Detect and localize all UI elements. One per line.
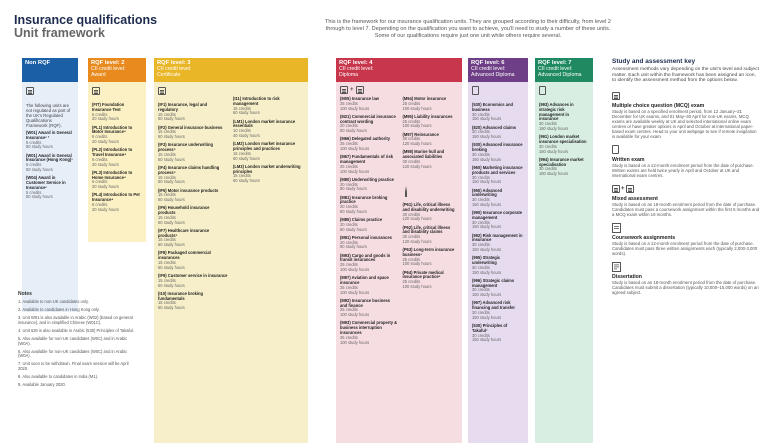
unit-hours: 120 study hours — [402, 163, 432, 169]
unit-list — [233, 97, 303, 184]
unit-card — [472, 126, 524, 140]
unit-card — [472, 256, 524, 275]
unit-list — [340, 97, 397, 345]
unit-credits: 30 credits — [472, 129, 490, 135]
unit-name: (P62) Life, critical illness and disability claims — [402, 224, 451, 235]
note-item: 5. Also available for non-UK candidates (W0C) and in Arabic (W0A). — [18, 335, 128, 346]
key-item-name: Dissertation — [612, 273, 642, 280]
unit-card — [340, 115, 397, 134]
unit-card — [158, 251, 228, 270]
unit-credits: 20 credits — [340, 204, 358, 210]
unit-hours: 100 study hours — [340, 312, 370, 318]
unit-credits: 30 credits — [472, 111, 490, 117]
unit-credits: 30 credits — [539, 121, 557, 127]
unit-card — [402, 271, 458, 290]
unit-hours: 20 study hours — [92, 184, 119, 190]
unit-name: (W01) Award in General Insurance¹ ² — [26, 130, 72, 140]
unit-hours: 60 study hours — [158, 197, 185, 203]
unit-card — [158, 229, 228, 248]
unit-name: (M67) Fundamentals of risk management — [340, 154, 394, 164]
unit-card — [539, 103, 589, 132]
unit-hours: 150 study hours — [472, 134, 502, 140]
column-level-4 — [336, 58, 462, 443]
unit-hours: 150 study hours — [472, 156, 502, 162]
note-item: 3. Unit W01 is also available in Arabic (W02) (based on general insurance), and in simplified Chinese (W01C). — [18, 314, 133, 325]
unit-name: (530) Principles of Takaful⁷ — [472, 322, 508, 333]
unit-card — [340, 254, 397, 273]
key-item-name: Written exam — [612, 156, 645, 163]
unit-hours: 100 study hours — [402, 284, 432, 290]
key-item — [612, 222, 760, 256]
unit-credits: 20 credits — [340, 181, 358, 187]
unit-name: (IF4) Insurance claims handling process⁵ — [158, 164, 220, 175]
unit-hours: 40 study hours — [233, 132, 260, 138]
unit-name: (530) Economics and business — [472, 102, 513, 112]
unit-hours: 80 study hours — [340, 208, 367, 214]
key-item-description: Study is based on a specified enrolment period, from 12 January–31 December for UK exams, and 01 May–30 April for non-UK exams. MCQ exams are available weekly at UK and selected international online exam centres or have greater options in April and October at international paper-based exam centres. Head to your unit webpage to see if remote invigilation is available for your exam. — [612, 108, 757, 139]
column-header-level-2: RQF level: 2 CII credit level: Award — [88, 58, 146, 82]
non-rqf-description: The following units are not regulated as part of the UK's Regulated Qualifications Framework (RQF). — [26, 103, 71, 128]
unit-name: (997) Advanced risk financing and transfer — [472, 300, 515, 311]
unit-card — [340, 321, 397, 345]
unit-credits: 6 credits — [92, 179, 108, 185]
coursework-icon — [402, 186, 410, 197]
unit-credits: 30 credits — [539, 143, 557, 149]
key-item-name: Coursework assignments — [612, 234, 676, 241]
unit-hours: 20 study hours — [92, 206, 119, 212]
unit-hours: 60 study hours — [158, 134, 185, 140]
written-exam-icon — [472, 86, 479, 95]
unit-credits: 15 credits — [158, 111, 176, 117]
column-level-3 — [154, 58, 308, 443]
note-item: 9. Available January 2020. — [18, 382, 66, 388]
unit-hours: 60 study hours — [158, 305, 185, 311]
unit-card — [340, 97, 397, 111]
unit-credits: 30 credits — [402, 136, 421, 142]
unit-name: (M05) Insurance law — [340, 96, 379, 101]
unit-name: (IF3) Insurance underwriting process⁵ — [158, 142, 214, 153]
unit-name: (IF6) Household insurance products — [158, 205, 210, 216]
unit-name: (995) Strategic underwriting — [472, 255, 501, 266]
unit-credits: 6 credits — [92, 156, 108, 162]
key-item — [612, 144, 760, 178]
unit-credits: 25 credits — [340, 163, 358, 169]
unit-credits: 25 credits — [340, 334, 358, 340]
unit-name: (960) Marketing insurance products and services — [472, 164, 523, 175]
mixed-assessment-icon: + — [612, 183, 760, 195]
unit-card — [472, 324, 524, 343]
unit-name: (992) Risk management in insurance — [472, 232, 523, 243]
unit-credits: 30 credits — [402, 234, 421, 240]
unit-card — [340, 155, 397, 174]
unit-card — [233, 97, 303, 116]
written-exam-icon — [539, 86, 546, 95]
title-line1: Insurance qualifications — [14, 13, 158, 27]
unit-name: (LM3) London market underwriting principles — [233, 163, 301, 174]
unit-card — [402, 133, 458, 147]
unit-credits: 30 credits — [472, 242, 490, 248]
unit-credits: 30 credits — [539, 166, 557, 172]
unit-credits: 15 credits — [158, 260, 176, 266]
unit-card — [472, 103, 524, 122]
unit-name: (991) London market insurance specialisation — [539, 134, 587, 144]
unit-credits: 15 credits — [158, 237, 176, 243]
unit-name: (M97) Reinsurance — [402, 131, 439, 137]
unit-name: (990) Insurance corporate management — [472, 210, 523, 220]
unit-credits: 25 credits — [402, 100, 421, 106]
unit-name: (I11) Introduction to risk management — [233, 96, 280, 106]
unit-credits: 30 credits — [472, 219, 490, 225]
unit-hours: 50 study hours — [26, 194, 53, 200]
unit-name: (M98) Marine hull and associated liabilities — [402, 149, 445, 160]
unit-hours: 100 study hours — [340, 289, 370, 295]
unit-name: (M93) Cargo and goods in transit insurances — [340, 252, 391, 263]
unit-credits: 25 credits — [340, 262, 358, 268]
note-item: 8. Also available to candidates in India (M1). — [18, 374, 99, 380]
unit-credits: 30 credits — [472, 332, 490, 338]
unit-hours: 150 study hours — [472, 292, 502, 298]
unit-card — [92, 126, 142, 145]
unit-hours: 20 study hours — [92, 116, 119, 122]
unit-name: (820) Advanced claims — [472, 124, 516, 130]
unit-name: (P64) Private medical insurance practice⁶ — [402, 269, 444, 280]
unit-hours: 50 study hours — [26, 144, 53, 150]
unit-hours: 180 study hours — [539, 171, 569, 177]
mcq-icon — [158, 87, 166, 95]
notes — [18, 291, 138, 391]
unit-name: (P61) Life, critical illness and disability underwriting — [402, 201, 455, 212]
key-item-description: Study is based on a 12-month enrolment period from the date of purchase. Candidates must pass three written assignments each (typically 2,000-3,000 words). — [612, 240, 758, 256]
unit-credits: 25 credits — [402, 256, 421, 262]
unit-credits: 15 credits — [158, 300, 176, 306]
unit-list — [92, 103, 142, 213]
unit-card — [402, 97, 458, 111]
unit-card — [92, 148, 142, 167]
unit-hours: 80 study hours — [340, 226, 367, 232]
unit-card — [340, 137, 397, 151]
unit-credits: 25 credits — [402, 279, 421, 285]
unit-name: (FIT) Foundation Insurance Test — [92, 102, 125, 112]
key-item-description: Study is based on a 12-month enrolment period from the date of purchase. Written exams are held twice yearly in April and October at UK and international exam centres. — [612, 162, 754, 178]
unit-credits: 20 credits — [340, 123, 358, 129]
unit-name: (996) Strategic claims management — [472, 277, 515, 288]
column-non-rqf — [22, 58, 78, 312]
unit-credits: 25 credits — [340, 307, 358, 313]
unit-card — [402, 115, 458, 129]
mcq-icon — [92, 87, 100, 95]
column-header-level-7: RQF level: 7 CII credit level: Advanced Diploma — [535, 58, 593, 82]
unit-hours: 60 study hours — [158, 242, 185, 248]
unit-credits: 30 credits — [402, 211, 421, 217]
key-item — [612, 261, 760, 295]
unit-name: (M85) Claims practice — [340, 217, 383, 223]
unit-hours: 180 study hours — [539, 148, 569, 154]
unit-hours: 100 study hours — [340, 339, 370, 345]
unit-hours: 100 study hours — [340, 145, 370, 151]
unit-card — [402, 226, 458, 245]
column-header-non-rqf: Non RQF — [22, 58, 78, 82]
intro-text: This is the framework for our insurance qualification units. They are grouped according to their difficulty, from level 2 through to level 7. Depending on the qualification you want to achieve, you'll need to study a number of these units. Some of our qualifications require just one unit while others require several. — [324, 19, 612, 39]
unit-name: (I10) Insurance broking fundamentals — [158, 290, 204, 301]
unit-hours: 150 study hours — [472, 116, 502, 122]
unit-name: (PL2) Introduction to Travel Insurance⁴ — [92, 147, 133, 157]
unit-credits: 15 credits — [158, 129, 176, 135]
note-item: 4. Unit 530 is also available in Arabic (530) Principles of Takaful. — [18, 327, 134, 333]
unit-card — [472, 166, 524, 185]
unit-hours: 180 study hours — [539, 125, 569, 131]
unit-card — [340, 236, 397, 250]
unit-hours: 100 study hours — [402, 261, 432, 267]
unit-name: (M81) Insurance broking practice — [340, 194, 388, 205]
unit-credits: 30 credits — [472, 310, 490, 315]
unit-hours: 150 study hours — [472, 247, 502, 253]
unit-card — [233, 120, 303, 139]
unit-card — [539, 158, 589, 177]
unit-name: (IF5) Motor insurance products — [158, 187, 219, 193]
unit-name: (PL3) Introduction to Home Insurance⁴ — [92, 169, 133, 180]
unit-hours: 150 study hours — [472, 269, 502, 275]
unit-card — [340, 196, 397, 215]
unit-hours: 60 study hours — [233, 110, 260, 116]
unit-card — [158, 189, 228, 203]
unit-hours: 20 study hours — [92, 138, 119, 144]
unit-list — [26, 131, 74, 200]
unit-card — [26, 131, 74, 150]
note-item: 2. Available to candidates in Hong Kong only. — [18, 306, 100, 312]
unit-hours: 150 study hours — [472, 224, 502, 230]
unit-card — [472, 143, 524, 162]
unit-list — [539, 103, 589, 177]
unit-card — [340, 178, 397, 192]
unit-credits: 15 credits — [158, 174, 176, 180]
column-header-level-6: RQF level: 6 CII credit level: Advanced Diploma — [468, 58, 528, 82]
unit-card — [26, 176, 74, 200]
key-intro: Assessment methods vary depending on the unit's level and subject matter. Each unit within the framework has been assigned an icon, to identify the assessment method from the options below. — [612, 67, 759, 84]
column-level-6 — [468, 58, 528, 443]
unit-credits: 30 credits — [472, 287, 490, 293]
column-header-level-4: RQF level: 4 CII credit level: Diploma — [336, 58, 462, 82]
unit-name: (994) Insurance market specialisation — [539, 156, 584, 167]
key-item-description: Study is based on an 18-month enrolment period from the date of purchase. Candidates must submit a dissertation (typically 10,000–15,000 words) on an agreed subject. — [612, 279, 759, 295]
unit-name: (IF2) General insurance business — [158, 124, 223, 130]
unit-hours: 60 study hours — [233, 155, 260, 161]
mcq-icon — [612, 90, 760, 102]
unit-credits: 5 credits — [26, 139, 42, 145]
unit-hours: 100 study hours — [340, 267, 370, 273]
note-item: 6. Also available for non-UK candidates (W0C) and in Arabic (W0A). — [18, 348, 128, 359]
unit-card — [472, 279, 524, 298]
unit-card — [233, 142, 303, 161]
unit-name: (LM1) London market insurance essentials — [233, 118, 296, 129]
unit-credits: 6 credits — [92, 111, 108, 117]
unit-card — [402, 248, 458, 267]
unit-name: (M94) Motor insurance — [402, 96, 447, 101]
unit-name: (M66) Delegated authority — [340, 136, 391, 142]
unit-name: (993) Advances in strategic risk management in insurance — [539, 102, 574, 122]
unit-hours: 60 study hours — [158, 264, 185, 270]
mixed-assessment-icon: + — [340, 86, 397, 94]
unit-hours: 120 study hours — [402, 216, 432, 222]
unit-credits: 15 credits — [233, 150, 251, 156]
unit-hours: 60 study hours — [158, 282, 185, 288]
unit-hours: 80 study hours — [340, 186, 367, 192]
unit-name: (M97) Aviation and space insurance — [340, 275, 389, 286]
key-item-description: Study is based on an 18-month enrolment period from the date of purchase. Candidates must pass a coursework assignment within the first 6 months and a MCQ exam within 18 months. — [612, 201, 760, 217]
unit-card — [158, 103, 228, 122]
unit-name: (LM2) London market insurance principles and practices — [233, 141, 296, 151]
unit-list — [158, 103, 228, 311]
unit-card — [92, 171, 142, 190]
unit-name: (M93) Commercial property & business interruption insurances — [340, 320, 398, 335]
unit-card — [158, 166, 228, 185]
unit-hours: 60 study hours — [158, 219, 185, 225]
unit-card — [92, 193, 142, 212]
unit-credits: 25 credits — [402, 118, 421, 124]
mcq-icon — [26, 87, 34, 95]
unit-credits: 30 credits — [472, 174, 490, 180]
unit-card — [340, 299, 397, 318]
unit-name: (M80) Underwriting practice — [340, 176, 394, 182]
unit-hours: 60 study hours — [158, 116, 185, 122]
unit-name: (950) Advanced underwriting — [472, 187, 503, 198]
column-level-7 — [535, 58, 593, 443]
unit-card — [472, 189, 524, 208]
dissertation-icon — [612, 261, 760, 273]
assessment-key — [612, 58, 760, 300]
unit-name: (IF8) Packaged commercial insurances — [158, 250, 211, 261]
unit-hours: 20 study hours — [92, 161, 119, 167]
unit-card — [158, 143, 228, 162]
unit-hours: 100 study hours — [402, 105, 432, 111]
unit-name: (930) Advanced insurance broking — [472, 142, 523, 153]
unit-credits: 5 credits — [26, 189, 42, 195]
unit-hours: 60 study hours — [233, 178, 260, 184]
unit-list — [472, 103, 524, 343]
unit-hours: 100 study hours — [402, 123, 432, 129]
unit-name: (M92) Insurance business and finance — [340, 297, 391, 308]
unit-card — [472, 301, 524, 320]
unit-credits: 30 credits — [472, 264, 490, 270]
unit-credits: 15 credits — [158, 277, 176, 283]
unit-name: (IF1) Insurance, legal and regulatory — [158, 102, 208, 112]
unit-hours: 150 study hours — [472, 179, 502, 185]
unit-hours: 120 study hours — [402, 238, 432, 244]
unit-credits: 6 credits — [92, 201, 108, 207]
note-item: 7. Unit soon to be withdrawn. Final exam session will be April 2020. — [18, 361, 129, 372]
unit-card — [539, 135, 589, 154]
key-item-name: Mixed assessment — [612, 195, 658, 202]
unit-credits: 5 credits — [26, 162, 42, 168]
unit-card — [340, 276, 397, 295]
unit-card — [233, 165, 303, 184]
unit-credits: 25 credits — [340, 100, 358, 106]
unit-card — [340, 218, 397, 232]
unit-name: (PL1) Introduction to Motor Insurance⁴ — [92, 124, 133, 135]
unit-hours: 150 study hours — [472, 314, 502, 320]
key-title: Study and assessment key — [612, 58, 696, 65]
unit-card — [402, 203, 458, 222]
unit-name: (W01) Award in General Insurance (Hong Kong)³ — [26, 152, 73, 163]
unit-credits: 6 credits — [92, 134, 108, 140]
notes-title: Notes — [18, 291, 32, 297]
unit-name: (P63) Long-term insurance business⁶ — [402, 247, 455, 257]
unit-credits: 30 credits — [472, 197, 490, 203]
unit-hours: 80 study hours — [340, 128, 367, 134]
unit-credits: 30 credits — [472, 151, 490, 157]
unit-hours: 100 study hours — [340, 105, 370, 111]
written-exam-icon — [612, 144, 760, 156]
unit-list — [402, 97, 458, 170]
unit-list — [402, 203, 458, 290]
key-item — [612, 183, 760, 217]
unit-hours: 150 study hours — [472, 337, 502, 343]
unit-hours: 150 study hours — [472, 201, 502, 207]
note-item: 1. Available to non-UK candidates only. — [18, 299, 89, 304]
unit-name: (M21) Commercial insurance contract wording — [340, 113, 396, 124]
unit-card — [402, 150, 458, 169]
unit-credits: 20 credits — [340, 221, 358, 227]
unit-credits: 15 credits — [233, 105, 251, 111]
unit-card — [158, 126, 228, 140]
unit-name: (IF7) Healthcare insurance products⁵ — [158, 227, 210, 238]
unit-hours: 60 study hours — [158, 156, 185, 162]
unit-hours: 50 study hours — [26, 166, 53, 172]
unit-name: (M91) Personal insurances — [340, 234, 392, 240]
unit-name: (W04) Award in Customer Service in Insurance¹ — [26, 175, 66, 190]
title-line2: Unit framework — [14, 26, 105, 40]
unit-credits: 15 credits — [158, 151, 176, 157]
unit-card — [472, 211, 524, 230]
unit-hours: 100 study hours — [340, 168, 370, 174]
unit-card — [158, 274, 228, 288]
key-item — [612, 90, 760, 139]
unit-credits: 15 credits — [233, 173, 251, 179]
unit-card — [92, 103, 142, 122]
column-level-2 — [88, 58, 146, 242]
unit-credits: 25 credits — [340, 141, 358, 147]
unit-credits: 15 credits — [158, 214, 176, 220]
unit-name: (IF9) Customer service in insurance — [158, 273, 228, 279]
unit-hours: 80 study hours — [340, 244, 367, 250]
unit-name: (PL4) Introduction to Pet Insurance⁴ — [92, 192, 140, 203]
column-header-level-3: RQF level: 3 CII credit level: Certificate — [154, 58, 308, 82]
unit-card — [158, 206, 228, 225]
unit-credits: 20 credits — [340, 239, 358, 245]
coursework-icon — [612, 222, 760, 234]
unit-card — [158, 292, 228, 311]
unit-card — [26, 154, 74, 173]
unit-hours: 120 study hours — [402, 141, 432, 147]
unit-hours: 60 study hours — [158, 179, 185, 185]
unit-credits: 10 credits — [233, 128, 251, 134]
page-title — [14, 14, 214, 40]
unit-credits: 15 credits — [158, 192, 176, 198]
unit-card — [472, 234, 524, 253]
unit-name: (M95) Liability insurances — [402, 113, 453, 119]
key-item-name: Multiple choice question (MCQ) exam — [612, 102, 705, 109]
unit-credits: 30 credits — [402, 158, 421, 164]
unit-credits: 25 credits — [340, 284, 358, 290]
